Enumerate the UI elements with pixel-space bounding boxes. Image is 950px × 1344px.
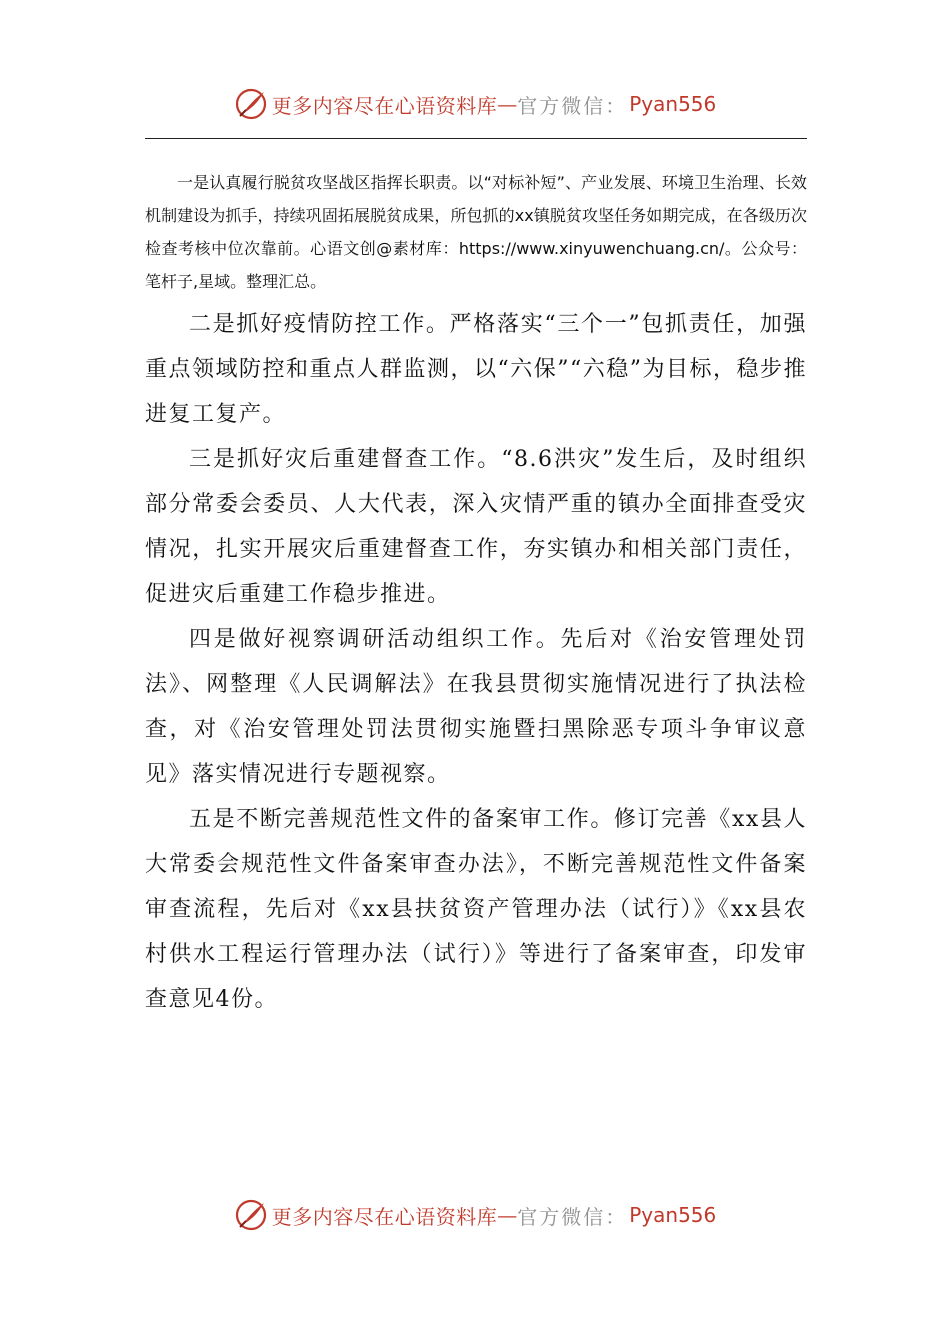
quill-logo-icon xyxy=(234,1198,268,1232)
paragraph-4: 四是做好视察调研活动组织工作。先后对《治安管理处罚法》、网整理《人民调解法》在我县贯彻实施情况进行了执法检查，对《治安管理处罚法贯彻实施暨扫黑除恶专项斗争审议意见》落实情况进行专题视察。 xyxy=(145,627,807,787)
banner-site-text: 更多内容尽在心语资料库 xyxy=(271,93,498,118)
banner-dash: — xyxy=(497,1203,518,1227)
footer-banner xyxy=(0,1195,950,1235)
banner-wechat-id: Pyan556 xyxy=(629,92,717,116)
document-body xyxy=(145,166,807,1022)
quill-logo-icon xyxy=(234,87,268,121)
banner-wechat-id: Pyan556 xyxy=(629,1203,717,1227)
header-divider xyxy=(145,138,807,139)
paragraph-5: 五是不断完善规范性文件的备案审工作。修订完善《xx县人大常委会规范性文件备案审查办法》，不断完善规范性文件备案审查流程，先后对《xx县扶贫资产管理办法（试行）》《xx县农村供水工程运行管理办法（试行）》等进行了备案审查，印发审查意见4份。 xyxy=(145,807,807,1012)
paragraph-3: 三是抓好灾后重建督查工作。“8.6洪灾”发生后，及时组织部分常委会委员、人大代表，深入灾情严重的镇办全面排查受灾情况，扎实开展灾后重建督查工作，夯实镇办和相关部门责任，促进灾后重建工作稳步推进。 xyxy=(145,447,807,607)
banner-dash: — xyxy=(497,92,518,116)
banner-site-text: 更多内容尽在心语资料库 xyxy=(271,1204,498,1229)
banner-wechat-label: 官方微信： xyxy=(517,93,628,118)
paragraph-2: 二是抓好疫情防控工作。严格落实“三个一”包抓责任，加强重点领域防控和重点人群监测，以“六保”“六稳”为目标，稳步推进复工复产。 xyxy=(145,312,807,427)
banner-wechat-label: 官方微信： xyxy=(517,1204,628,1229)
header-banner xyxy=(0,84,950,124)
paragraph-1: 一是认真履行脱贫攻坚战区指挥长职责。以“对标补短”、产业发展、环境卫生治理、长效机制建设为抓手，持续巩固拓展脱贫成果，所包抓的xx镇脱贫攻坚任务如期完成，在各级历次检查考核中位次靠前。心语文创@素材库：https://www.xinyuwenchuang.cn/。公众号：笔杆子,星域。整理汇总。 xyxy=(145,173,807,291)
